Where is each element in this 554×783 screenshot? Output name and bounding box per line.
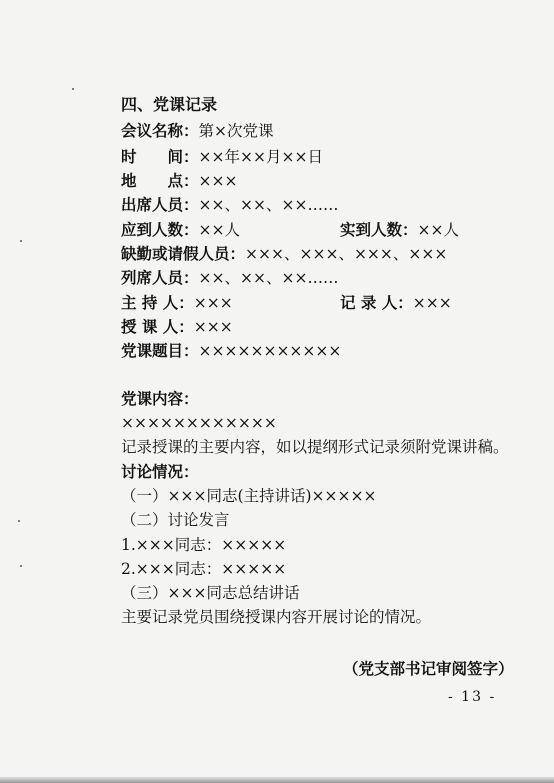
attendees-value: ××、××、××…… [198,196,339,214]
expected-label: 应到人数： [121,220,199,239]
host-value: ××× [193,294,233,312]
discussion-item: （一）×××同志(主持讲话)××××× [121,487,377,505]
discussion-label: 讨论情况： [121,462,199,481]
actual-label: 实到人数： [340,220,418,239]
discussion-item: 1.×××同志：××××× [121,536,287,554]
scan-speck [20,565,22,567]
signature-line: （党支部书记审阅签字） [343,659,514,678]
observers-label: 列席人员： [121,268,199,287]
recorder-value: ××× [412,294,452,312]
meeting-name-label: 会议名称： [121,121,199,140]
attendees-label: 出席人员： [121,195,199,214]
topic-row [121,341,341,361]
lecturer-row [121,317,233,337]
counts-row [121,220,481,240]
absent-value: ×××、×××、×××、××× [245,245,448,263]
lecturer-label: 授 课 人： [121,317,194,336]
topic-label: 党课题目： [121,341,199,360]
actual-value: ××人 [417,221,459,239]
host-label: 主 持 人： [121,293,194,312]
discussion-item: （二）讨论发言 [121,511,230,529]
place-label: 地 点： [121,171,199,190]
time-value: ××年××月××日 [198,148,323,166]
expected-value: ××人 [198,221,240,239]
time-row [121,147,323,167]
recorder-label: 记 录 人： [340,293,413,312]
discussion-note: 主要记录党员围绕授课内容开展讨论的情况。 [121,608,432,626]
place-row [121,171,237,191]
content-label: 党课内容： [121,389,199,408]
scan-bottom-edge [0,777,554,783]
attendees-row [121,195,338,215]
content-value: ×××××××××××× [121,414,277,432]
lecturer-value: ××× [193,318,233,336]
scan-speck [72,88,74,90]
meeting-name-row [121,121,274,141]
topic-value: ××××××××××× [198,342,342,360]
absent-label: 缺勤或请假人员： [121,244,246,263]
discussion-item: 2.×××同志：××××× [121,560,287,578]
observers-value: ××、××、××…… [198,269,339,287]
scan-speck [18,520,20,522]
discussion-item: （三）×××同志总结讲话 [121,584,300,602]
time-label: 时 间： [121,147,199,166]
absent-row [121,244,447,264]
section-heading: 四、党课记录 [121,95,218,114]
page-number: - 13 - [448,689,497,705]
place-value: ××× [198,172,238,190]
meeting-name-value: 第×次党课 [198,122,274,140]
scan-speck [20,240,22,242]
host-recorder-row [121,293,481,313]
content-note: 记录授课的主要内容，如以提纲形式记录须附党课讲稿。 [121,438,509,456]
observers-row [121,268,338,288]
